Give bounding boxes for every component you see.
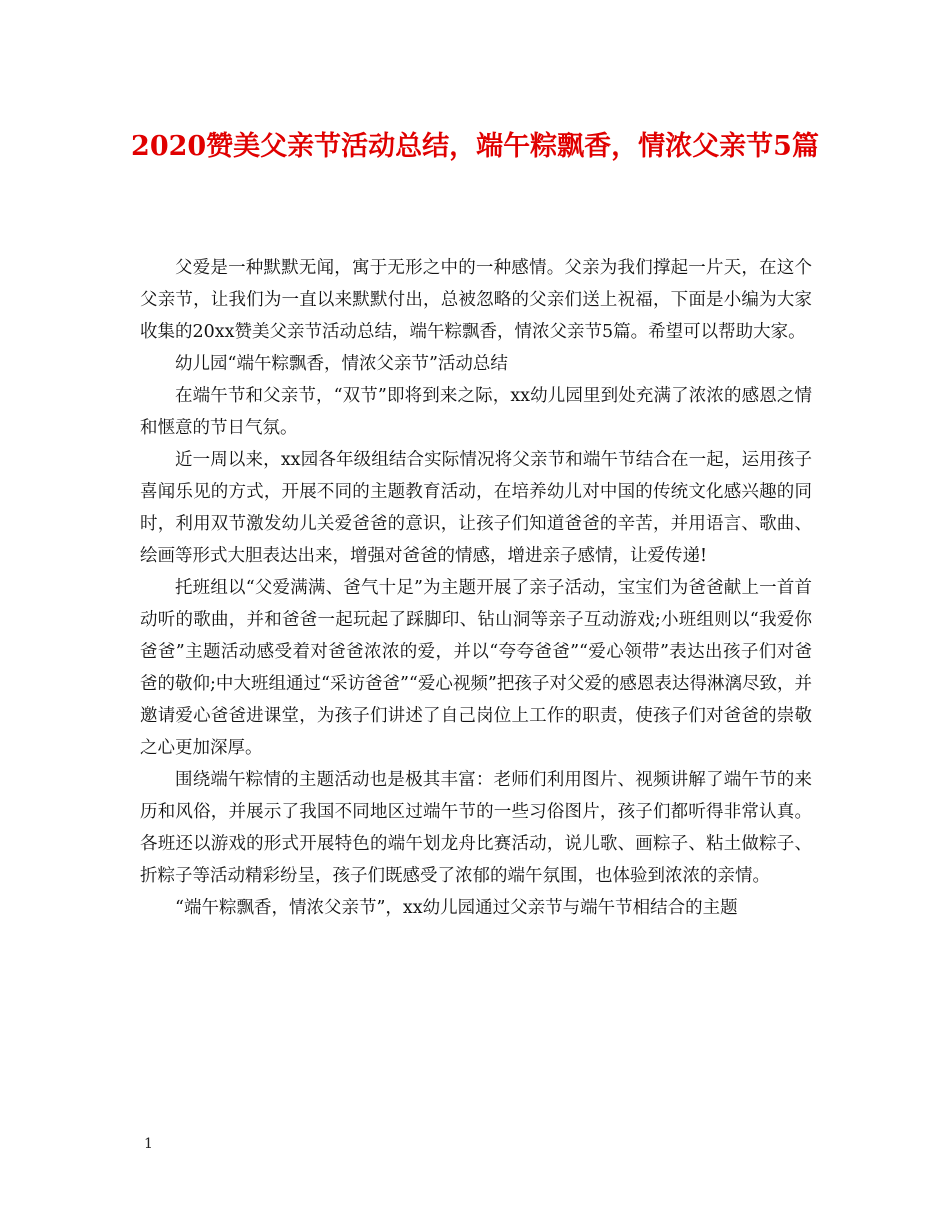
paragraph: 围绕端午粽情的主题活动也是极其丰富：老师们利用图片、视频讲解了端午节的来历和风俗，并展示了我国不同地区过端午节的一些习俗图片，孩子们都听得非常认真。各班还以游戏的形式开展特色的端午划龙舟比赛活动，说儿歌、画粽子、粘土做粽子、折粽子等活动精彩纷呈，孩子们既感受了浓郁的端午氛围，也体验到浓浓的亲情。	[140, 770, 812, 886]
paragraph: “端午粽飘香，情浓父亲节”，xx幼儿园通过父亲节与端午节相结合的主题	[175, 898, 738, 918]
paragraph: 在端午节和父亲节，“双节”即将到来之际，xx幼儿园里到处充满了浓浓的感恩之情和惬意的节日气氛。	[140, 386, 812, 438]
paragraph: 托班组以“父爱满满、爸气十足”为主题开展了亲子活动，宝宝们为爸爸献上一首首动听的歌曲，并和爸爸一起玩起了踩脚印、钻山洞等亲子互动游戏;小班组则以“我爱你爸爸”主题活动感受着对爸爸浓浓的爱，并以“夸夸爸爸”“爱心领带”表达出孩子们对爸爸的敬仰;中大班组通过“采访爸爸”“爱心视频”把孩子对父爱的感恩表达得淋漓尽致，并邀请爱心爸爸进课堂，为孩子们讲述了自己岗位上工作的职责，使孩子们对爸爸的崇敬之心更加深厚。	[140, 578, 812, 758]
paragraph-intro: 父爱是一种默默无闻，寓于无形之中的一种感情。父亲为我们撑起一片天，在这个父亲节，让我们为一直以来默默付出，总被忽略的父亲们送上祝福，下面是小编为大家收集的20xx赞美父亲节活动总结，端午粽飘香，情浓父亲节5篇。希望可以帮助大家。	[140, 258, 812, 342]
page-number: 1	[144, 1136, 153, 1152]
paragraph-subheading: 幼儿园“端午粽飘香，情浓父亲节”活动总结	[175, 354, 508, 374]
paragraph: 近一周以来，xx园各年级组结合实际情况将父亲节和端午节结合在一起，运用孩子喜闻乐见的方式，开展不同的主题教育活动，在培养幼儿对中国的传统文化感兴趣的同时，利用双节激发幼儿关爱爸爸的意识，让孩子们知道爸爸的辛苦，并用语言、歌曲、绘画等形式大胆表达出来，增强对爸爸的情感，增进亲子感情，让爱传递!	[140, 450, 812, 566]
document-body	[140, 252, 812, 924]
document-title: 2020赞美父亲节活动总结，端午粽飘香，情浓父亲节5篇	[131, 131, 819, 162]
